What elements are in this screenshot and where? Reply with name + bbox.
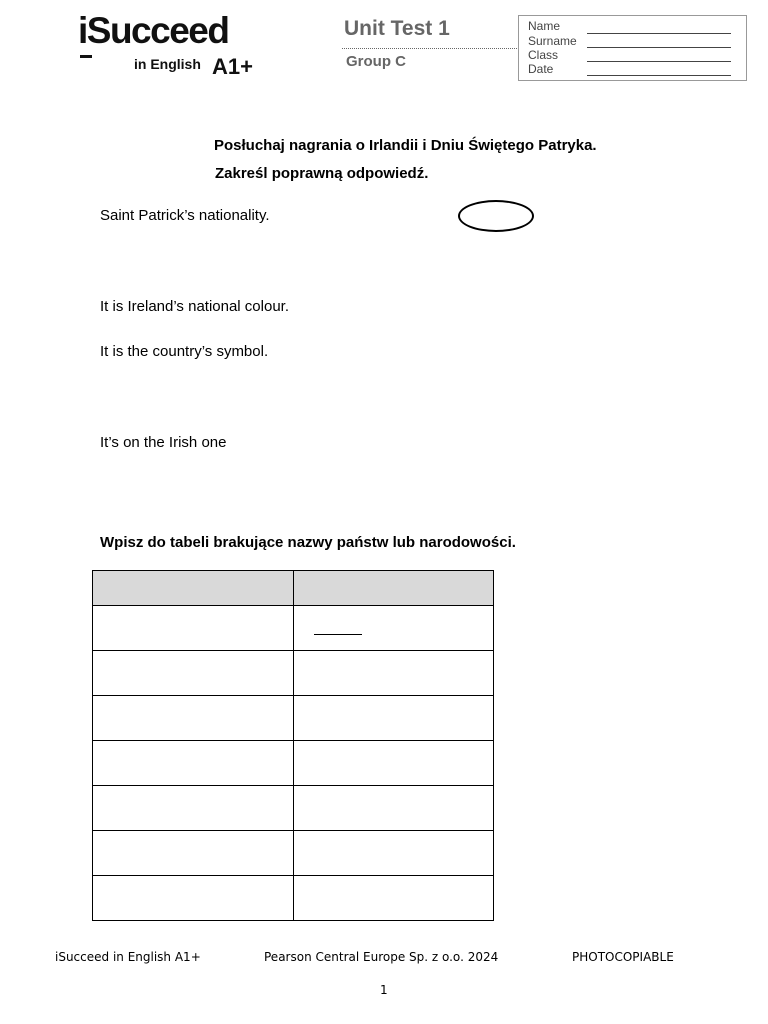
surname-label: Surname [528, 34, 577, 48]
student-info-box [518, 15, 747, 81]
page-number: 1 [380, 983, 388, 997]
exercise2-instruction: Wpisz do tabeli brakujące nazwy państw lub narodowości. [100, 534, 516, 551]
name-label: Name [528, 19, 561, 33]
surname-field[interactable] [587, 47, 731, 48]
table-cell[interactable] [93, 876, 294, 921]
logo-underline [80, 55, 92, 58]
footer-right: PHOTOCOPIABLE [572, 950, 674, 964]
exercise1-item-4: It’s on the Irish one [100, 434, 227, 451]
header-divider [342, 48, 517, 49]
table-cell[interactable] [93, 786, 294, 831]
answer-blank-line[interactable] [314, 634, 362, 635]
table-cell[interactable] [293, 651, 494, 696]
table-cell[interactable] [93, 696, 294, 741]
table-row [93, 606, 494, 651]
answer-circle[interactable] [458, 200, 534, 232]
table-cell[interactable] [93, 606, 294, 651]
table-row [93, 696, 494, 741]
table-row [93, 831, 494, 876]
table-header-row [93, 571, 494, 606]
exercise1-instruction-line1: Posłuchaj nagrania o Irlandii i Dniu Świętego Patryka. [214, 137, 597, 154]
logo-level: A1+ [212, 54, 253, 79]
table-header-country [93, 571, 294, 606]
class-field[interactable] [587, 61, 731, 62]
exercise1-item-1: Saint Patrick’s nationality. [100, 207, 270, 224]
table-cell[interactable] [93, 651, 294, 696]
exercise1-item-2: It is Ireland’s national colour. [100, 298, 290, 315]
table-cell[interactable] [293, 831, 494, 876]
unit-title: Unit Test 1 [344, 17, 450, 40]
table-cell[interactable] [93, 831, 294, 876]
table-cell[interactable] [93, 741, 294, 786]
table-cell[interactable] [293, 696, 494, 741]
logo-subtitle: in English [134, 56, 201, 72]
date-field[interactable] [587, 75, 731, 76]
table-row [93, 651, 494, 696]
footer-center: Pearson Central Europe Sp. z o.o. 2024 [264, 950, 499, 964]
table-header-nationality [293, 571, 494, 606]
exercise1-instruction-line2: Zakreśl poprawną odpowiedź. [215, 165, 429, 182]
table-row [93, 786, 494, 831]
table-cell[interactable] [293, 786, 494, 831]
group-label: Group C [346, 53, 406, 70]
isucceed-logo: iSucceed [78, 10, 229, 51]
class-label: Class [528, 48, 559, 62]
name-field[interactable] [587, 33, 731, 34]
countries-nationalities-table [92, 570, 494, 921]
table-row [93, 741, 494, 786]
date-label: Date [528, 62, 554, 76]
table-cell[interactable] [293, 876, 494, 921]
exercise1-item-3: It is the country’s symbol. [100, 343, 269, 360]
table-row [93, 876, 494, 921]
footer-left: iSucceed in English A1+ [55, 950, 201, 964]
table-cell[interactable] [293, 606, 494, 651]
table-cell[interactable] [293, 741, 494, 786]
